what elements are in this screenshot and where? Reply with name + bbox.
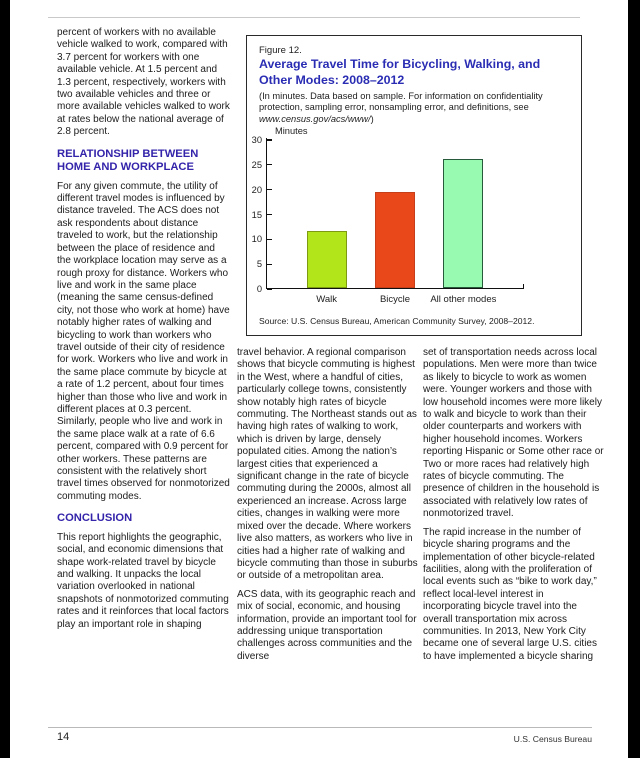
bar-walk [307,231,347,288]
left-column [57,27,231,637]
y-axis-tick-label: 15 [251,209,262,220]
y-axis-title: Minutes [275,126,308,136]
y-axis-tick-label: 0 [256,284,262,294]
y-axis-tick-mark [267,264,272,265]
middle-column [237,347,418,669]
paragraph: set of transportation needs across local populations. Men were more than twice as likely to bicycle to work as women were. Younger workers and those with low household incomes were more likely to walk and bicycle to work than their older counterparts and workers with higher household incomes. Workers reporting Hispanic or Some other race or Two or more races had relatively high rates of bicycle commuting. The presence of children in the household is associated with relatively low rates of nonmotorized travel. [423,347,604,520]
right-column [423,347,604,669]
paragraph: percent of workers with no available vehicle walked to work, compared with 3.7 percent for workers with one available vehicle. At 1.5 percent and 1.3 percent, respectively, workers with two available vehicles and three or more available vehicles walked to work at rates below the national average of 2.8 percent. [57,27,230,138]
y-axis-tick-mark [267,164,272,165]
y-axis-tick-mark [267,214,272,215]
y-axis-tick-mark [267,189,272,190]
figure-note-url: www.census.gov/acs/www/ [259,113,371,124]
figure-12-box [246,35,582,336]
paragraph: For any given commute, the utility of different travel modes is influenced by distance traveled. The ACS does not ask respondents about distance traveled to work, but the relationship between the place of residence and the workplace location may serve as a rough proxy for distance. Workers who live and work in the same place (meaning the same census-defined city, not those who work at home) have notably higher rates of walking and bicycling to work than workers who travel outside of their city of residence for work. Workers who live and work in the same place commute by bicycle at a rate of 1.2 percent, about four times higher than those who live and work in different places at 0.3 percent. Similarly, people who live and work in the same place walk at a rate of 6.6 percent, compared with 0.9 percent for other workers. These patterns are consistent with the relatively short travel times observed for nonmotorized commuting modes. [57,180,230,502]
x-axis-end-tick [523,284,524,288]
y-axis-tick-label: 5 [256,259,262,270]
y-axis-tick-label: 10 [251,234,262,245]
footer-org-name: U.S. Census Bureau [513,734,592,744]
page-edge-left [0,0,10,758]
x-axis-category-label: Walk [316,294,337,305]
paragraph: ACS data, with its geographic reach and mix of social, economic, and housing information, provide an important tool for addressing unique transportation challenges across communities and the diverse [237,588,417,662]
y-axis-tick-mark [267,139,272,140]
y-axis-tick-mark [267,239,272,240]
section-heading-relationship: RELATIONSHIP BETWEEN HOME AND WORKPLACE [57,147,199,174]
bar-bicycle [375,192,415,288]
y-axis-tick-label: 20 [251,184,262,195]
paragraph: This report highlights the geographic, social, and economic dimensions that shape work-related travel by bicycle and walking. It unpacks the local variation overlooked in national snapshots of nonmotorized commuting rates and it reinforces that local factors play an important role in shaping [57,531,229,630]
figure-title: Average Travel Time for Bicycling, Walking, and Other Modes: 2008–2012 [259,57,541,87]
bar-chart-plot [251,135,524,305]
page-edge-right [628,0,640,758]
paragraph: The rapid increase in the number of bicycle sharing programs and the implementation of other bicycle-related facilities, along with the proliferation of local events such as “bike to work day,” reflect local-level interest in incorporating bicycle travel into the overall transportation mix across communities. In 2013, New York City became one of several large U.S. cities to have implemented a bicycle sharing [423,526,597,662]
x-axis-category-label: All other modes [430,294,497,305]
y-axis-tick-label: 30 [251,135,262,145]
figure-label: Figure 12. [259,45,302,56]
figure-note-close: ) [370,113,374,124]
page-number: 14 [57,731,70,743]
y-axis-tick-label: 25 [251,159,262,170]
paragraph: travel behavior. A regional comparison shows that bicycle commuting is highest in the West, where a handful of cities, particularly college towns, consistently show notably high rates of bicycle commuting. The Northeast stands out as having high rates of walking to work, which is driven by large, densely populated cities. Among the nation’s largest cities that experienced a significant change in the rate of bicycle commuting during the 2000s, almost all experienced an increase. Across large cities, changes in walking were more mixed over the decade. Where workers live also matters, as workers who live in cities had a higher rate of walking and bicycle commuting than those in suburbs or outside of a metropolitan area. [237,347,418,582]
y-axis-tick-mark [267,288,272,289]
figure-note [259,91,559,125]
figure-source: Source: U.S. Census Bureau, American Community Survey, 2008–2012. [259,316,535,326]
footer-rule [48,727,592,728]
figure-note-text: (In minutes. Data based on sample. For information on confidentiality protection, sampling error, nonsampling error, and definitions, see [259,91,543,113]
x-axis-category-label: Bicycle [379,294,411,305]
top-rule [48,17,580,18]
x-axis-line [266,288,524,289]
section-heading-conclusion: CONCLUSION [57,512,133,525]
bar-all-other-modes [443,159,483,288]
